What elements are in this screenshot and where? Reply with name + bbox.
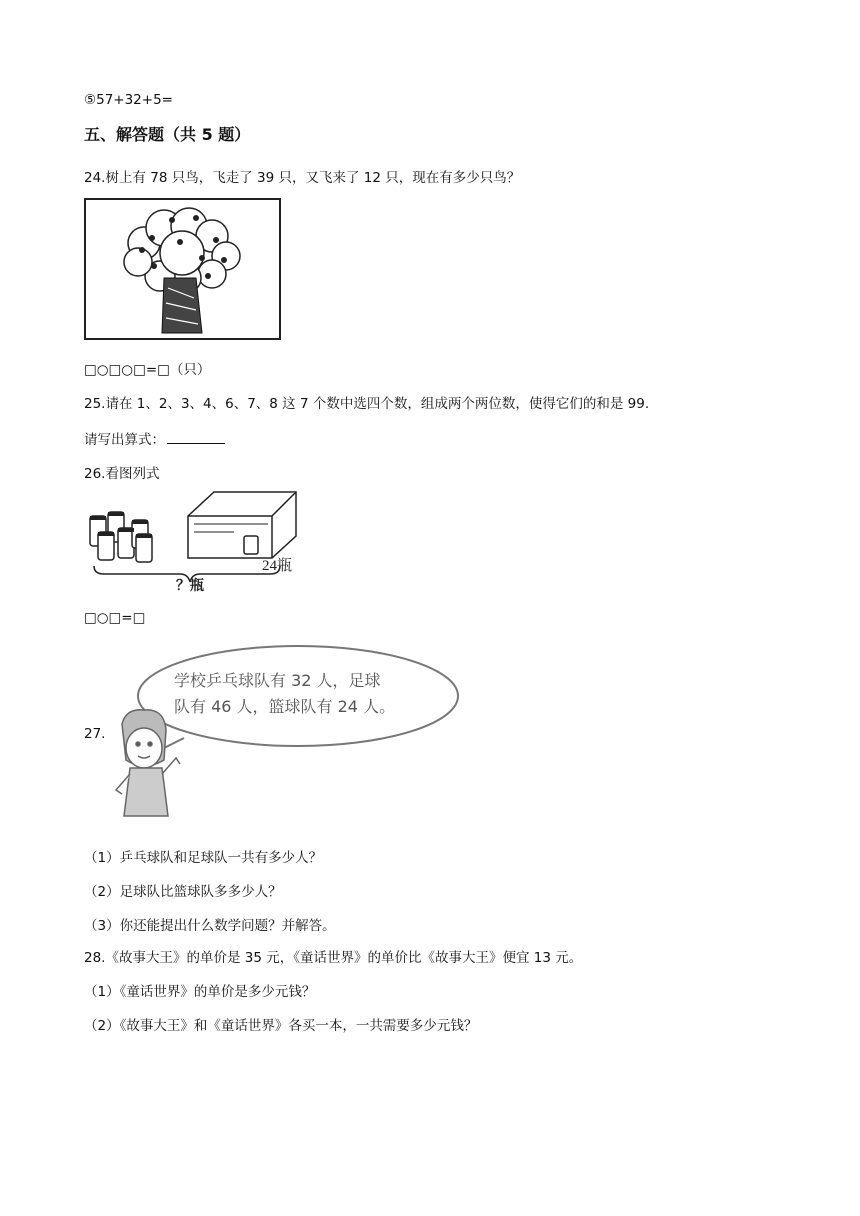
tree-birds-picture	[84, 198, 282, 341]
q28-sub-1: （1）《童话世界》的单价是多少元钱？	[84, 984, 316, 1000]
section-heading: 五、解答题（共 5 题）	[84, 125, 251, 144]
q25-prompt: 请写出算式：	[84, 432, 165, 448]
q25-text: 25.请在 1、2、3、4、6、7、8 这 7 个数中选四个数，组成两个两位数，使得它们的和是 99.	[84, 396, 650, 412]
q27-label: 27.	[84, 726, 106, 742]
box-label: 24瓶	[262, 558, 293, 574]
bubble-line-2: 队有 46 人，篮球队有 24 人。	[174, 697, 396, 716]
box-icon	[188, 492, 296, 558]
q23-item-5: ⑤57+32+5=	[84, 92, 173, 108]
bottles-box-picture	[84, 488, 302, 592]
q27-sub-1: （1）乒乓球队和足球队一共有多少人？	[84, 850, 323, 866]
q26-formula: □○□=□	[84, 610, 146, 626]
q26-text: 26.看图列式	[84, 466, 160, 482]
q24-formula: □○□○□=□（只）	[84, 362, 211, 378]
answer-blank[interactable]	[167, 431, 225, 444]
tree-trunk	[162, 278, 202, 333]
brace-label: ？瓶	[176, 579, 204, 592]
q24-text: 24.树上有 78 只鸟，飞走了 39 只，又飞来了 12 只，现在有多少只鸟？	[84, 170, 521, 186]
q28-text: 28.《故事大王》的单价是 35 元，《童话世界》的单价比《故事大王》便宜 13 元。	[84, 950, 583, 966]
q28-sub-2: （2）《故事大王》和《童话世界》各买一本，一共需要多少元钱？	[84, 1018, 478, 1034]
q27-sub-2: （2）足球队比篮球队多多少人？	[84, 884, 282, 900]
speech-bubble-picture	[104, 640, 466, 830]
bubble-line-1: 学校乒乓球队有 32 人，足球	[174, 671, 381, 690]
q27-sub-3: （3）你还能提出什么数学问题？并解答。	[84, 918, 336, 934]
speech-bubble	[138, 646, 458, 746]
q25-answer-line	[84, 428, 225, 448]
